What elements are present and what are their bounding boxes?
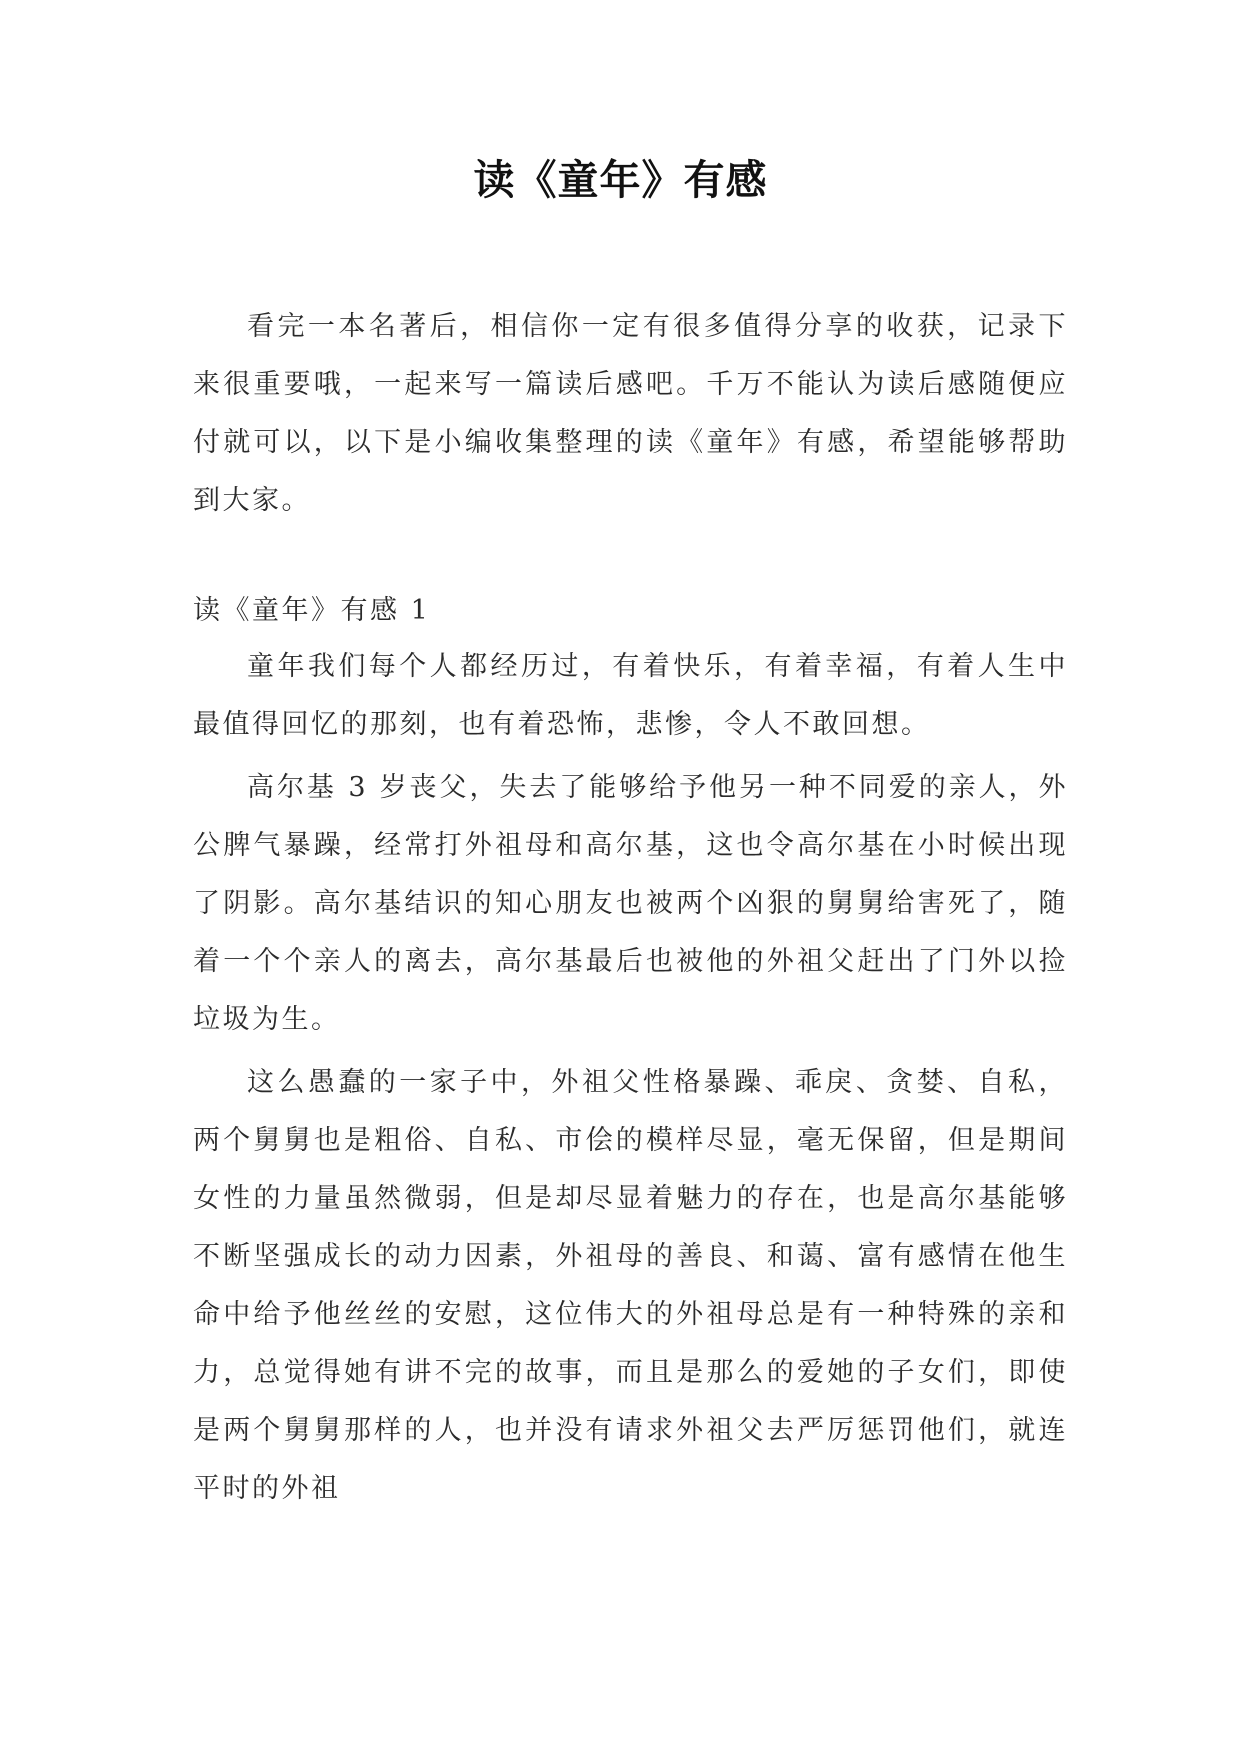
intro-block [193,298,1068,530]
essay-paragraph: 高尔基 3 岁丧父，失去了能够给予他另一种不同爱的亲人，外公脾气暴躁，经常打外祖母和高尔基，这也令高尔基在小时候出现了阴影。高尔基结识的知心朋友也被两个凶狠的舅舅给害死了，随着一个个亲人的离去，高尔基最后也被他的外祖父赶出了门外以捡垃圾为生。 [193,772,1068,1035]
essay-paragraph: 童年我们每个人都经历过，有着快乐，有着幸福，有着人生中最值得回忆的那刻，也有着恐怖，悲惨，令人不敢回想。 [193,651,1068,740]
intro-paragraph: 看完一本名著后，相信你一定有很多值得分享的收获，记录下来很重要哦，一起来写一篇读后感吧。千万不能认为读后感随便应付就可以，以下是小编收集整理的读《童年》有感，希望能够帮助到大家。 [193,311,1068,516]
essay-body [193,638,1068,1518]
essay-paragraph: 这么愚蠢的一家子中，外祖父性格暴躁、乖戾、贪婪、自私，两个舅舅也是粗俗、自私、市侩的模样尽显，毫无保留，但是期间女性的力量虽然微弱，但是却尽显着魅力的存在，也是高尔基能够不断坚强成长的动力因素，外祖母的善良、和蔼、富有感情在他生命中给予他丝丝的安慰，这位伟大的外祖母总是有一种特殊的亲和力，总觉得她有讲不完的故事，而且是那么的爱她的子女们，即使是两个舅舅那样的人，也并没有请求外祖父去严厉惩罚他们，就连平时的外祖 [193,1067,1068,1504]
section-heading: 读《童年》有感 1 [193,595,431,626]
document-title: 读《童年》有感 [473,156,768,204]
